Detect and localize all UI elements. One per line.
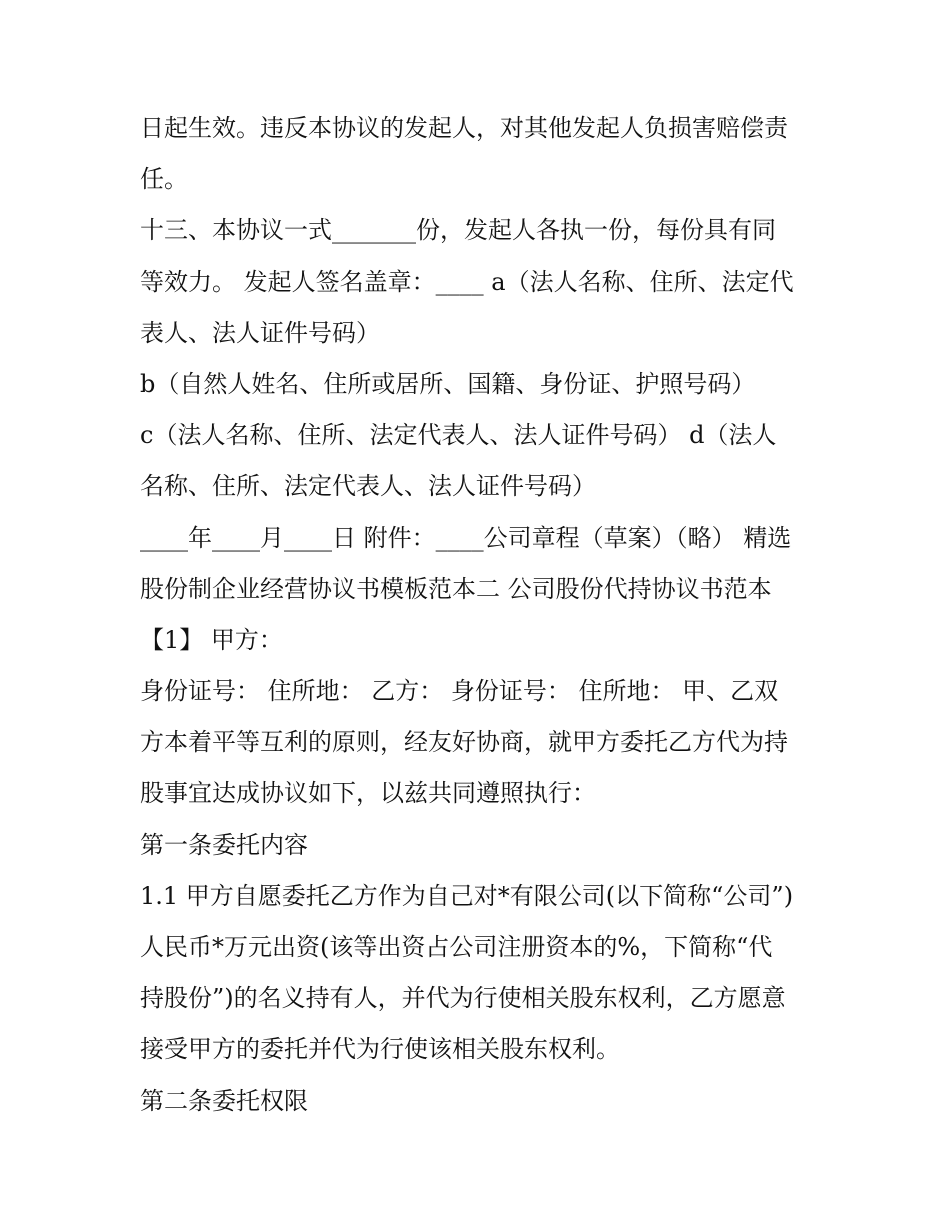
- text-line: ____年____月____日 附件：____公司章程（草案）（略） 精选: [140, 523, 792, 552]
- text-line: 人民币*万元出资(该等出资占公司注册资本的%，下简称“代: [140, 933, 773, 961]
- text-line: 1.1 甲方自愿委托乙方作为自己对*有限公司(以下简称“公司”): [140, 881, 794, 910]
- text-line: 名称、住所、法定代表人、法人证件号码）: [140, 472, 596, 501]
- section-heading: 第二条委托权限: [140, 1086, 308, 1115]
- text-line: 股份制企业经营协议书模板范本二 公司股份代持协议书范本: [140, 574, 772, 603]
- text-line: b（自然人姓名、住所或居所、国籍、身份证、护照号码）: [140, 369, 756, 398]
- text-line: 日起生效。违反本协议的发起人，对其他发起人负损害赔偿责: [140, 114, 788, 142]
- section-heading: 【1】 甲方：: [140, 625, 283, 654]
- section-heading: 第一条委托内容: [140, 830, 308, 859]
- document-body: [140, 103, 820, 1127]
- text-line: 十三、本协议一式_______份，发起人各执一份，每份具有同: [140, 216, 776, 245]
- text-line: 接受甲方的委托并代为行使该相关股东权利。: [140, 1035, 620, 1064]
- text-line: 表人、法人证件号码）: [140, 318, 380, 347]
- text-line: 股事宜达成协议如下，以兹共同遵照执行：: [140, 779, 596, 808]
- text-line: 持股份”)的名义持有人，并代为行使相关股东权利，乙方愿意: [140, 984, 786, 1013]
- text-line: c（法人名称、住所、法定代表人、法人证件号码） d（法人: [140, 421, 777, 450]
- text-line: 身份证号： 住所地： 乙方： 身份证号： 住所地： 甲、乙双: [140, 677, 779, 706]
- text-line: 等效力。 发起人签名盖章：____ a（法人名称、住所、法定代: [140, 267, 794, 296]
- text-line: 方本着平等互利的原则，经友好协商，就甲方委托乙方代为持: [140, 728, 788, 757]
- text-line: 任。: [140, 165, 188, 194]
